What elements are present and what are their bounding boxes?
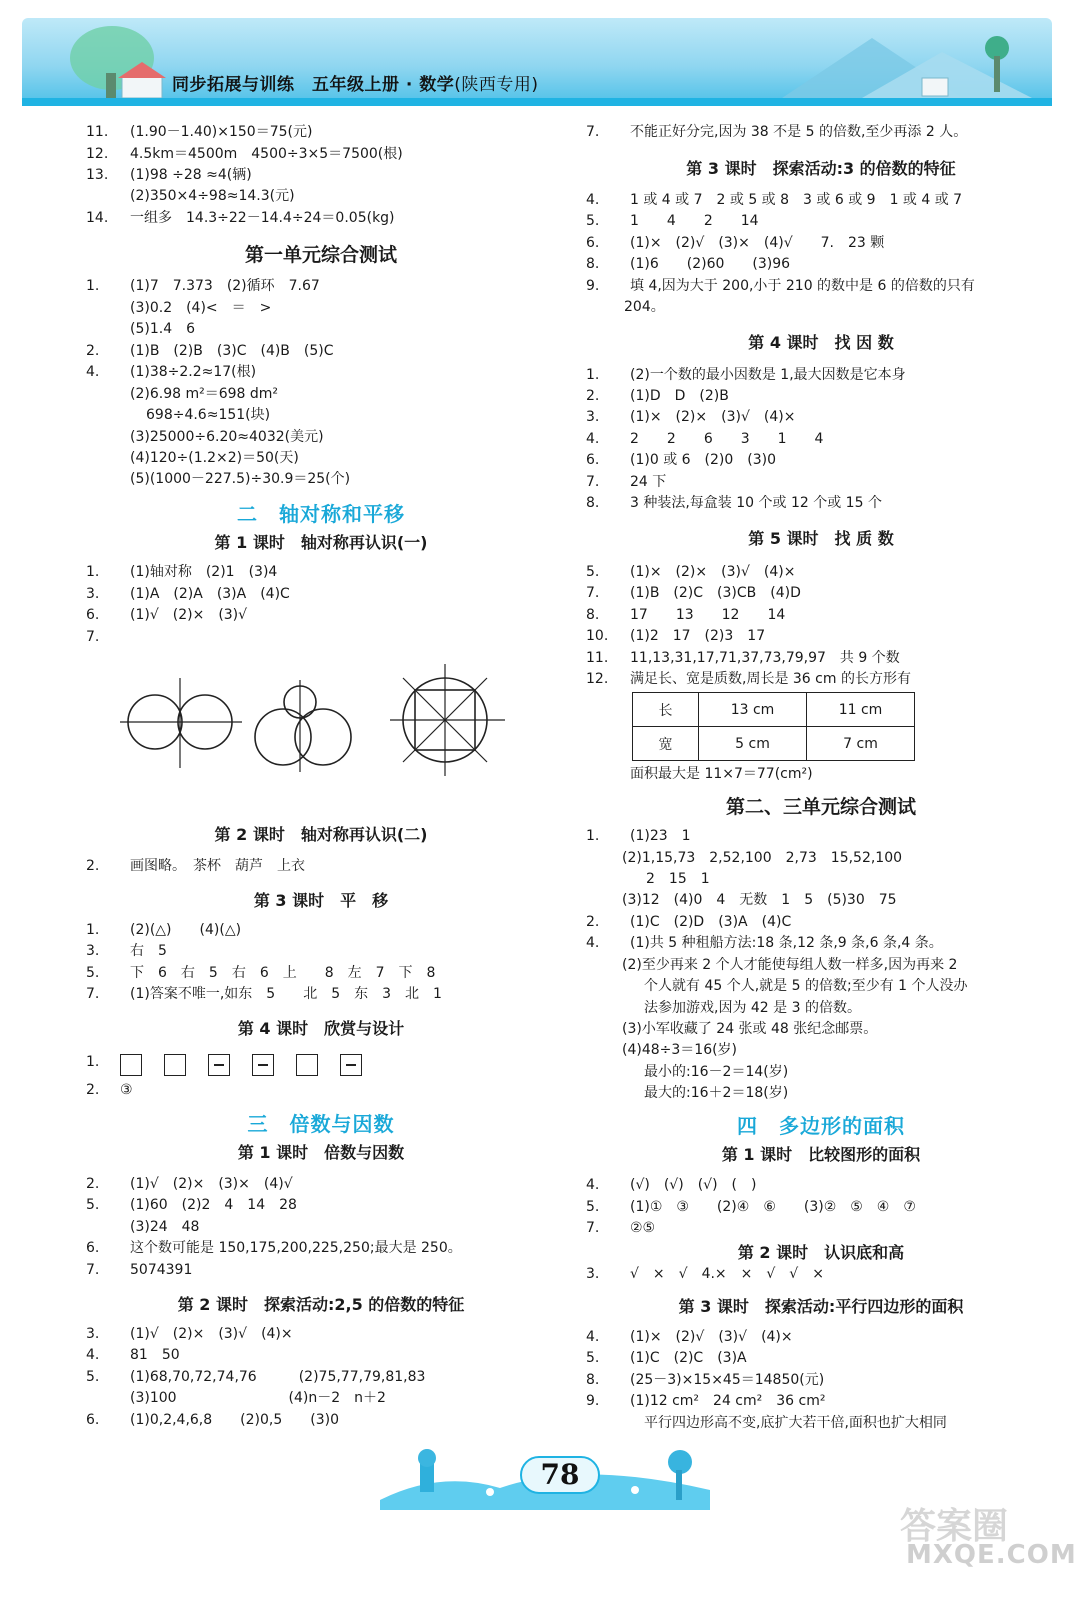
question-number: 3. (86, 943, 100, 959)
answer-continuation: (3)小军收藏了 24 张或 48 张纪念邮票。 (622, 1021, 878, 1037)
answer-text: (1)共 5 种租船方法:18 条,12 条,9 条,6 条,4 条。 (630, 935, 943, 951)
answer-continuation: 最小的:16－2＝14(岁) (644, 1064, 789, 1080)
answer-text: (1)轴对称 (2)1 (3)4 (130, 564, 278, 580)
page-header (0, 0, 1092, 112)
lesson-heading: 第 4 课时 欣赏与设计 (237, 1019, 405, 1038)
answer-text: 2 2 6 3 1 4 (630, 431, 824, 447)
lesson-heading: 第 2 课时 探索活动:2,5 的倍数的特征 (177, 1295, 465, 1314)
answer-text: 17 13 12 14 (630, 607, 786, 623)
question-number: 2. (86, 1176, 100, 1192)
table-cell: 11 cm (807, 693, 915, 727)
table-cell: 宽 (633, 727, 699, 761)
question-number: 6. (86, 607, 100, 623)
answer-continuation: 最大的:16＋2＝18(岁) (644, 1085, 789, 1101)
answer-text: (1)× (2)√ (3)√ (4)× (630, 1329, 793, 1345)
question-number: 8. (586, 256, 600, 272)
answer-continuation: (5)(1000－227.5)÷30.9＝25(个) (130, 471, 351, 487)
answer-text: (1)× (2)√ (3)× (4)√ 7. 23 颗 (630, 235, 885, 251)
question-number: 6. (86, 1412, 100, 1428)
question-number: 4. (586, 1177, 600, 1193)
chapter-heading: 四 多边形的面积 (737, 1114, 905, 1138)
answer-continuation: 204。 (624, 299, 665, 315)
question-number: 12. (586, 671, 609, 687)
question-number: 2. (86, 343, 100, 359)
answer-text: 填 4,因为大于 200,小于 210 的数中是 6 的倍数的只有 (630, 278, 975, 294)
answer-text: (1)√ (2)× (3)√ (4)× (130, 1326, 293, 1342)
answer-continuation: (2)至少再来 2 个人才能使每组人数一样多,因为再来 2 (622, 957, 958, 973)
question-number: 7. (86, 986, 100, 1002)
question-number: 3. (586, 409, 600, 425)
answer-text: (1)0,2,4,6,8 (2)0,5 (3)0 (130, 1412, 340, 1428)
chapter-heading: 三 倍数与因数 (247, 1112, 395, 1136)
answer-continuation: 面积最大是 11×7＝77(cm²) (630, 766, 813, 782)
answer-continuation: (2)1,15,73 2,52,100 2,73 15,52,100 (622, 850, 903, 866)
question-number: 9. (586, 278, 600, 294)
question-number: 3. (86, 1326, 100, 1342)
answer-continuation: 698÷4.6≈151(块) (146, 407, 271, 423)
answer-text: ③ (120, 1082, 133, 1098)
answer-text: (1)① ③ (2)④ ⑥ (3)② ⑤ ④ ⑦ (630, 1199, 916, 1215)
table-cell: 长 (633, 693, 699, 727)
question-number: 6. (586, 235, 600, 251)
lesson-heading: 第 4 课时 找 因 数 (748, 333, 894, 352)
answer-text: (1)A (2)A (3)A (4)C (130, 586, 290, 602)
answer-text: (1)C (2)D (3)A (4)C (630, 914, 792, 930)
answer-text: 不能正好分完,因为 38 不是 5 的倍数,至少再添 2 人。 (630, 124, 968, 140)
square-minus-icon (252, 1054, 274, 1076)
question-number: 5. (86, 965, 100, 981)
answer-text: 24 下 (630, 474, 667, 490)
answer-continuation: (3)12 (4)0 4 无数 1 5 (5)30 75 (622, 892, 897, 908)
question-number: 5. (586, 213, 600, 229)
question-number: 5. (586, 1350, 600, 1366)
answer-text: (1)× (2)× (3)√ (4)× (630, 564, 796, 580)
table-cell: 13 cm (699, 693, 807, 727)
question-number: 1. (86, 922, 100, 938)
question-number: 3. (86, 586, 100, 602)
answer-text: 右 5 (130, 943, 167, 959)
answer-text: (1)38÷2.2≈17(根) (130, 364, 257, 380)
answer-text: 11,13,31,17,71,37,73,79,97 共 9 个数 (630, 650, 900, 666)
square-icon (296, 1054, 318, 1076)
lesson-heading: 第 3 课时 探索活动:平行四边形的面积 (678, 1297, 964, 1316)
question-number: 8. (586, 495, 600, 511)
book-subtitle: (陕西专用) (454, 75, 539, 95)
question-number: 14. (86, 210, 109, 226)
answer-text: 5074391 (130, 1262, 193, 1278)
question-number: 1. (86, 278, 100, 294)
answer-text: (25－3)×15×45＝14850(元) (630, 1372, 825, 1388)
answer-text: (1)C (2)C (3)A (630, 1350, 747, 1366)
answer-text: (1)√ (2)× (3)× (4)√ (130, 1176, 293, 1192)
lesson-heading: 第 1 课时 轴对称再认识(一) (214, 533, 428, 552)
question-number: 2. (586, 388, 600, 404)
question-number: 7. (86, 1262, 100, 1278)
table-cell: 7 cm (807, 727, 915, 761)
lesson-heading: 第 3 课时 平 移 (253, 891, 389, 910)
pattern-squares (120, 1054, 384, 1076)
question-number: 2. (86, 858, 100, 874)
question-number: 4. (86, 1347, 100, 1363)
answer-continuation: (3)25000÷6.20≈4032(美元) (130, 429, 324, 445)
question-number: 6. (86, 1240, 100, 1256)
question-number: 9. (586, 1393, 600, 1409)
question-number: 4. (586, 935, 600, 951)
symmetry-figures (120, 660, 510, 780)
lesson-heading: 第 1 课时 倍数与因数 (237, 1143, 405, 1162)
answer-text: (1)√ (2)× (3)√ (130, 607, 248, 623)
answer-text: 81 50 (130, 1347, 180, 1363)
answer-text: 1 4 2 14 (630, 213, 759, 229)
question-number: 11. (586, 650, 609, 666)
question-number: 11. (86, 124, 109, 140)
chapter-heading: 二 轴对称和平移 (237, 502, 405, 526)
question-number: 4. (586, 431, 600, 447)
answer-text: ②⑤ (630, 1220, 656, 1236)
answer-continuation: 2 15 1 (646, 871, 710, 887)
answer-text: 这个数可能是 150,175,200,225,250;最大是 250。 (130, 1240, 462, 1256)
answer-text: (1)× (2)× (3)√ (4)× (630, 409, 796, 425)
answer-continuation: 法参加游戏,因为 42 是 3 的倍数。 (644, 1000, 861, 1016)
question-number: 5. (86, 1197, 100, 1213)
answer-continuation: (4)48÷3＝16(岁) (622, 1042, 738, 1058)
answer-text: 画图略。 茶杯 葫芦 上衣 (130, 858, 305, 874)
question-number: 7. (586, 474, 600, 490)
lesson-heading: 第 2 课时 轴对称再认识(二) (214, 825, 428, 844)
answer-continuation: (5)1.4 6 (130, 321, 196, 337)
watermark-logo: 答案圈 (900, 1506, 1009, 1547)
lesson-heading: 第 5 课时 找 质 数 (748, 529, 894, 548)
answer-text: (1)60 (2)2 4 14 28 (130, 1197, 297, 1213)
question-number: 5. (586, 1199, 600, 1215)
answer-text: 满足长、宽是质数,周长是 36 cm 的长方形有 (630, 671, 911, 687)
answer-text: (1)D D (2)B (630, 388, 729, 404)
square-icon (120, 1054, 142, 1076)
header-title (172, 70, 539, 95)
answer-text: (1)答案不唯一,如东 5 北 5 东 3 北 1 (130, 986, 442, 1002)
answer-continuation: (2)350×4÷98≈14.3(元) (130, 188, 295, 204)
square-icon (164, 1054, 186, 1076)
answer-continuation: 个人就有 45 个人,就是 5 的倍数;至少有 1 个人没办 (644, 978, 968, 994)
question-number: 8. (586, 1372, 600, 1388)
answer-text: 3 种装法,每盒装 10 个或 12 个或 15 个 (630, 495, 882, 511)
answer-text: (1)12 cm² 24 cm² 36 cm² (630, 1393, 826, 1409)
question-number: 13. (86, 167, 109, 183)
unit-test-heading: 第二、三单元综合测试 (725, 796, 916, 818)
circle-shape (295, 709, 351, 765)
question-number: 1. (586, 828, 600, 844)
question-number: 4. (586, 192, 600, 208)
answer-text: (1)0 或 6 (2)0 (3)0 (630, 452, 777, 468)
answer-text: (1)2 17 (2)3 17 (630, 628, 766, 644)
answer-text: (1)B (2)B (3)C (4)B (5)C (130, 343, 334, 359)
question-number: 8. (586, 607, 600, 623)
question-number: 5. (86, 1369, 100, 1385)
lesson-heading: 第 2 课时 认识底和高 (737, 1243, 905, 1262)
question-number: 1. (86, 564, 100, 580)
answer-text: 下 6 右 5 右 6 上 8 左 7 下 8 (130, 965, 436, 981)
rectangle-table (632, 692, 915, 761)
square-minus-icon (208, 1054, 230, 1076)
answer-text: (1)B (2)C (3)CB (4)D (630, 585, 801, 601)
unit-test-heading: 第一单元综合测试 (244, 244, 397, 266)
answer-text: (1.90－1.40)×150＝75(元) (130, 124, 313, 140)
question-number: 7. (86, 629, 100, 645)
answer-text: 4.5km＝4500m 4500÷3×5＝7500(根) (130, 146, 403, 162)
question-number: 1. (86, 1054, 100, 1070)
question-number: 7. (586, 124, 600, 140)
question-number: 7. (586, 1220, 600, 1236)
answer-text: 1 或 4 或 7 2 或 5 或 8 3 或 6 或 9 1 或 4 或 7 (630, 192, 963, 208)
square-minus-icon (340, 1054, 362, 1076)
question-number: 5. (586, 564, 600, 580)
answer-text: (1)7 7.373 (2)循环 7.67 (130, 278, 320, 294)
answer-text: 一组多 14.3÷22－14.4÷24＝0.05(kg) (130, 210, 395, 226)
lesson-heading: 第 1 课时 比较图形的面积 (721, 1145, 921, 1164)
table-row (633, 727, 915, 761)
question-number: 2. (586, 914, 600, 930)
answer-text: (1)68,70,72,74,76 (2)75,77,79,81,83 (130, 1369, 426, 1385)
answer-text: (√) (√) (√) ( ) (630, 1177, 757, 1193)
answer-text: √ × √ 4.× × √ √ × (630, 1266, 824, 1282)
question-number: 2. (86, 1082, 100, 1098)
answer-text: (2)(△) (4)(△) (130, 922, 242, 938)
answer-text: (1)6 (2)60 (3)96 (630, 256, 791, 272)
header-strip (22, 98, 1052, 106)
table-row (633, 693, 915, 727)
question-number: 10. (586, 628, 609, 644)
answer-continuation: (3)100 (4)n－2 n＋2 (130, 1390, 386, 1406)
answer-continuation: 平行四边形高不变,底扩大若干倍,面积也扩大相同 (644, 1415, 947, 1431)
question-number: 4. (86, 364, 100, 380)
question-number: 6. (586, 452, 600, 468)
answer-text: (1)23 1 (630, 828, 691, 844)
page-number: 78 (520, 1456, 600, 1494)
answer-continuation: (2)6.98 m²＝698 dm² (130, 386, 279, 402)
book-title: 同步拓展与训练 五年级上册 · 数学 (172, 75, 455, 95)
question-number: 4. (586, 1329, 600, 1345)
question-number: 7. (586, 585, 600, 601)
table-cell: 5 cm (699, 727, 807, 761)
answer-continuation: (3)24 48 (130, 1219, 200, 1235)
answer-continuation: (3)0.2 (4)< ＝ > (130, 300, 272, 316)
lesson-heading: 第 3 课时 探索活动:3 的倍数的特征 (686, 159, 956, 178)
question-number: 3. (586, 1266, 600, 1282)
answer-continuation: (4)120÷(1.2×2)＝50(天) (130, 450, 299, 466)
question-number: 12. (86, 146, 109, 162)
answer-text: (2)一个数的最小因数是 1,最大因数是它本身 (630, 367, 906, 383)
question-number: 1. (586, 367, 600, 383)
answer-text: (1)98 ÷28 ≈4(辆) (130, 167, 252, 183)
watermark-url: MXQE.COM (906, 1540, 1077, 1570)
